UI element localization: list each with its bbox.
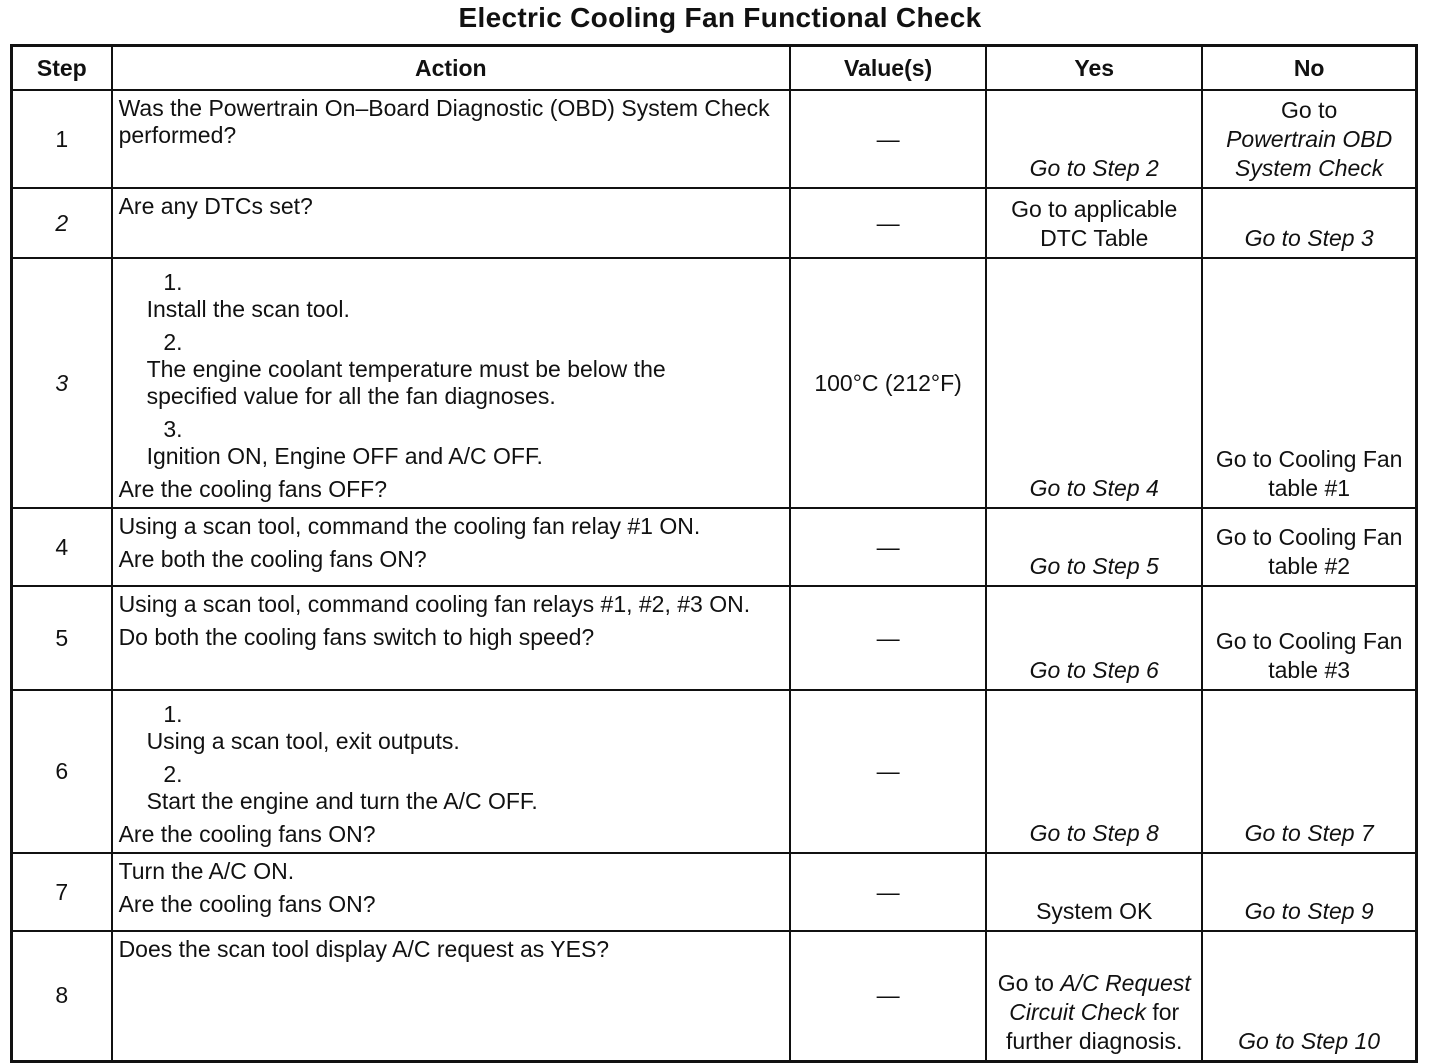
substep-number: 2.: [163, 329, 183, 355]
step-number: 7: [12, 853, 112, 931]
value-cell: —: [790, 853, 986, 931]
action-question: Are the cooling fans ON?: [118, 821, 376, 847]
action-cell: [112, 586, 790, 690]
header-values: Value(s): [790, 46, 986, 91]
table-row: [12, 90, 1417, 188]
yes-cell: Go to Step 4: [986, 258, 1202, 508]
yes-cell: Go to Step 5: [986, 508, 1202, 586]
step-number: 2: [12, 188, 112, 258]
action-question: Are the cooling fans OFF?: [118, 476, 388, 502]
no-cell: Go to Cooling Fan table #2: [1202, 508, 1416, 586]
functional-check-table: [10, 44, 1418, 1063]
value-cell: —: [790, 188, 986, 258]
header-no: No: [1202, 46, 1416, 91]
page-title: Electric Cooling Fan Functional Check: [458, 2, 982, 33]
yes-cell: [986, 931, 1202, 1061]
step-number: 4: [12, 508, 112, 586]
step-number: 8: [12, 931, 112, 1061]
header-row: [12, 46, 1417, 91]
action-cell: [112, 258, 790, 508]
yes-cell: Go to Step 6: [986, 586, 1202, 690]
substep-text: Start the engine and turn the A/C OFF.: [146, 788, 538, 814]
value-cell: —: [790, 90, 986, 188]
action-text: Was the Powertrain On–Board Diagnostic (OBD) System Check performed?: [118, 95, 770, 148]
value-cell: —: [790, 586, 986, 690]
action-text: Using a scan tool, command the cooling fan relay #1 ON.: [118, 513, 701, 539]
table-row: [12, 258, 1417, 508]
table-row: [12, 188, 1417, 258]
yes-cell: Go to Step 2: [986, 90, 1202, 188]
action-text: Using a scan tool, command cooling fan relays #1, #2, #3 ON.: [118, 591, 751, 617]
action-cell: [112, 690, 790, 853]
yes-prefix: Go to: [997, 969, 1054, 996]
yes-suffix: for further diagnosis.: [1006, 998, 1183, 1054]
action-cell: [112, 90, 790, 188]
yes-cell: Go to Step 8: [986, 690, 1202, 853]
step-number: 5: [12, 586, 112, 690]
substep: [119, 416, 783, 470]
no-cell: Go to Cooling Fan table #1: [1202, 258, 1416, 508]
header-action: Action: [112, 46, 790, 91]
substep-number: 1.: [163, 269, 183, 295]
yes-cell: System OK: [986, 853, 1202, 931]
substep-number: 1.: [163, 701, 183, 727]
header-yes: Yes: [986, 46, 1202, 91]
action-cell: [112, 508, 790, 586]
table-row: [12, 586, 1417, 690]
value-cell: —: [790, 508, 986, 586]
table-row: [12, 853, 1417, 931]
substep-number: 3.: [163, 416, 183, 442]
no-cell: Go to Step 10: [1202, 931, 1416, 1061]
value-cell: 100°C (212°F): [790, 258, 986, 508]
step-number: 3: [12, 258, 112, 508]
step-number: 6: [12, 690, 112, 853]
action-text: Does the scan tool display A/C request as YES?: [118, 936, 610, 962]
value-cell: —: [790, 931, 986, 1061]
substep: [119, 329, 783, 410]
action-cell: [112, 853, 790, 931]
no-cell: Go to Step 3: [1202, 188, 1416, 258]
action-question: Do both the cooling fans switch to high speed?: [118, 624, 595, 650]
no-link-text: Powertrain OBD System Check: [1226, 126, 1393, 181]
no-prefix: Go to: [1281, 97, 1338, 123]
substep: [119, 269, 783, 323]
action-question: Are the cooling fans ON?: [118, 891, 376, 917]
header-step: Step: [12, 46, 112, 91]
action-text: Turn the A/C ON.: [118, 858, 295, 884]
no-cell: Go to Step 9: [1202, 853, 1416, 931]
action-text: Are any DTCs set?: [118, 193, 313, 219]
substep: [119, 701, 783, 755]
value-cell: —: [790, 690, 986, 853]
substep-text: The engine coolant temperature must be below the specified value for all the fan diagnoses.: [146, 356, 666, 409]
yes-link-text: A/C Request Circuit Check: [1009, 969, 1191, 1025]
no-cell: Go to Step 7: [1202, 690, 1416, 853]
substep-number: 2.: [163, 761, 183, 787]
substep: [119, 761, 783, 815]
substep-text: Install the scan tool.: [146, 296, 350, 322]
table-row: [12, 931, 1417, 1061]
substep-text: Using a scan tool, exit outputs.: [146, 728, 460, 754]
step-number: 1: [12, 90, 112, 188]
action-cell: [112, 931, 790, 1061]
substep-text: Ignition ON, Engine OFF and A/C OFF.: [146, 443, 543, 469]
no-cell: [1202, 90, 1416, 188]
action-question: Are both the cooling fans ON?: [118, 546, 427, 572]
table-row: [12, 508, 1417, 586]
yes-cell: Go to applicable DTC Table: [986, 188, 1202, 258]
no-cell: Go to Cooling Fan table #3: [1202, 586, 1416, 690]
action-cell: [112, 188, 790, 258]
table-row: [12, 690, 1417, 853]
